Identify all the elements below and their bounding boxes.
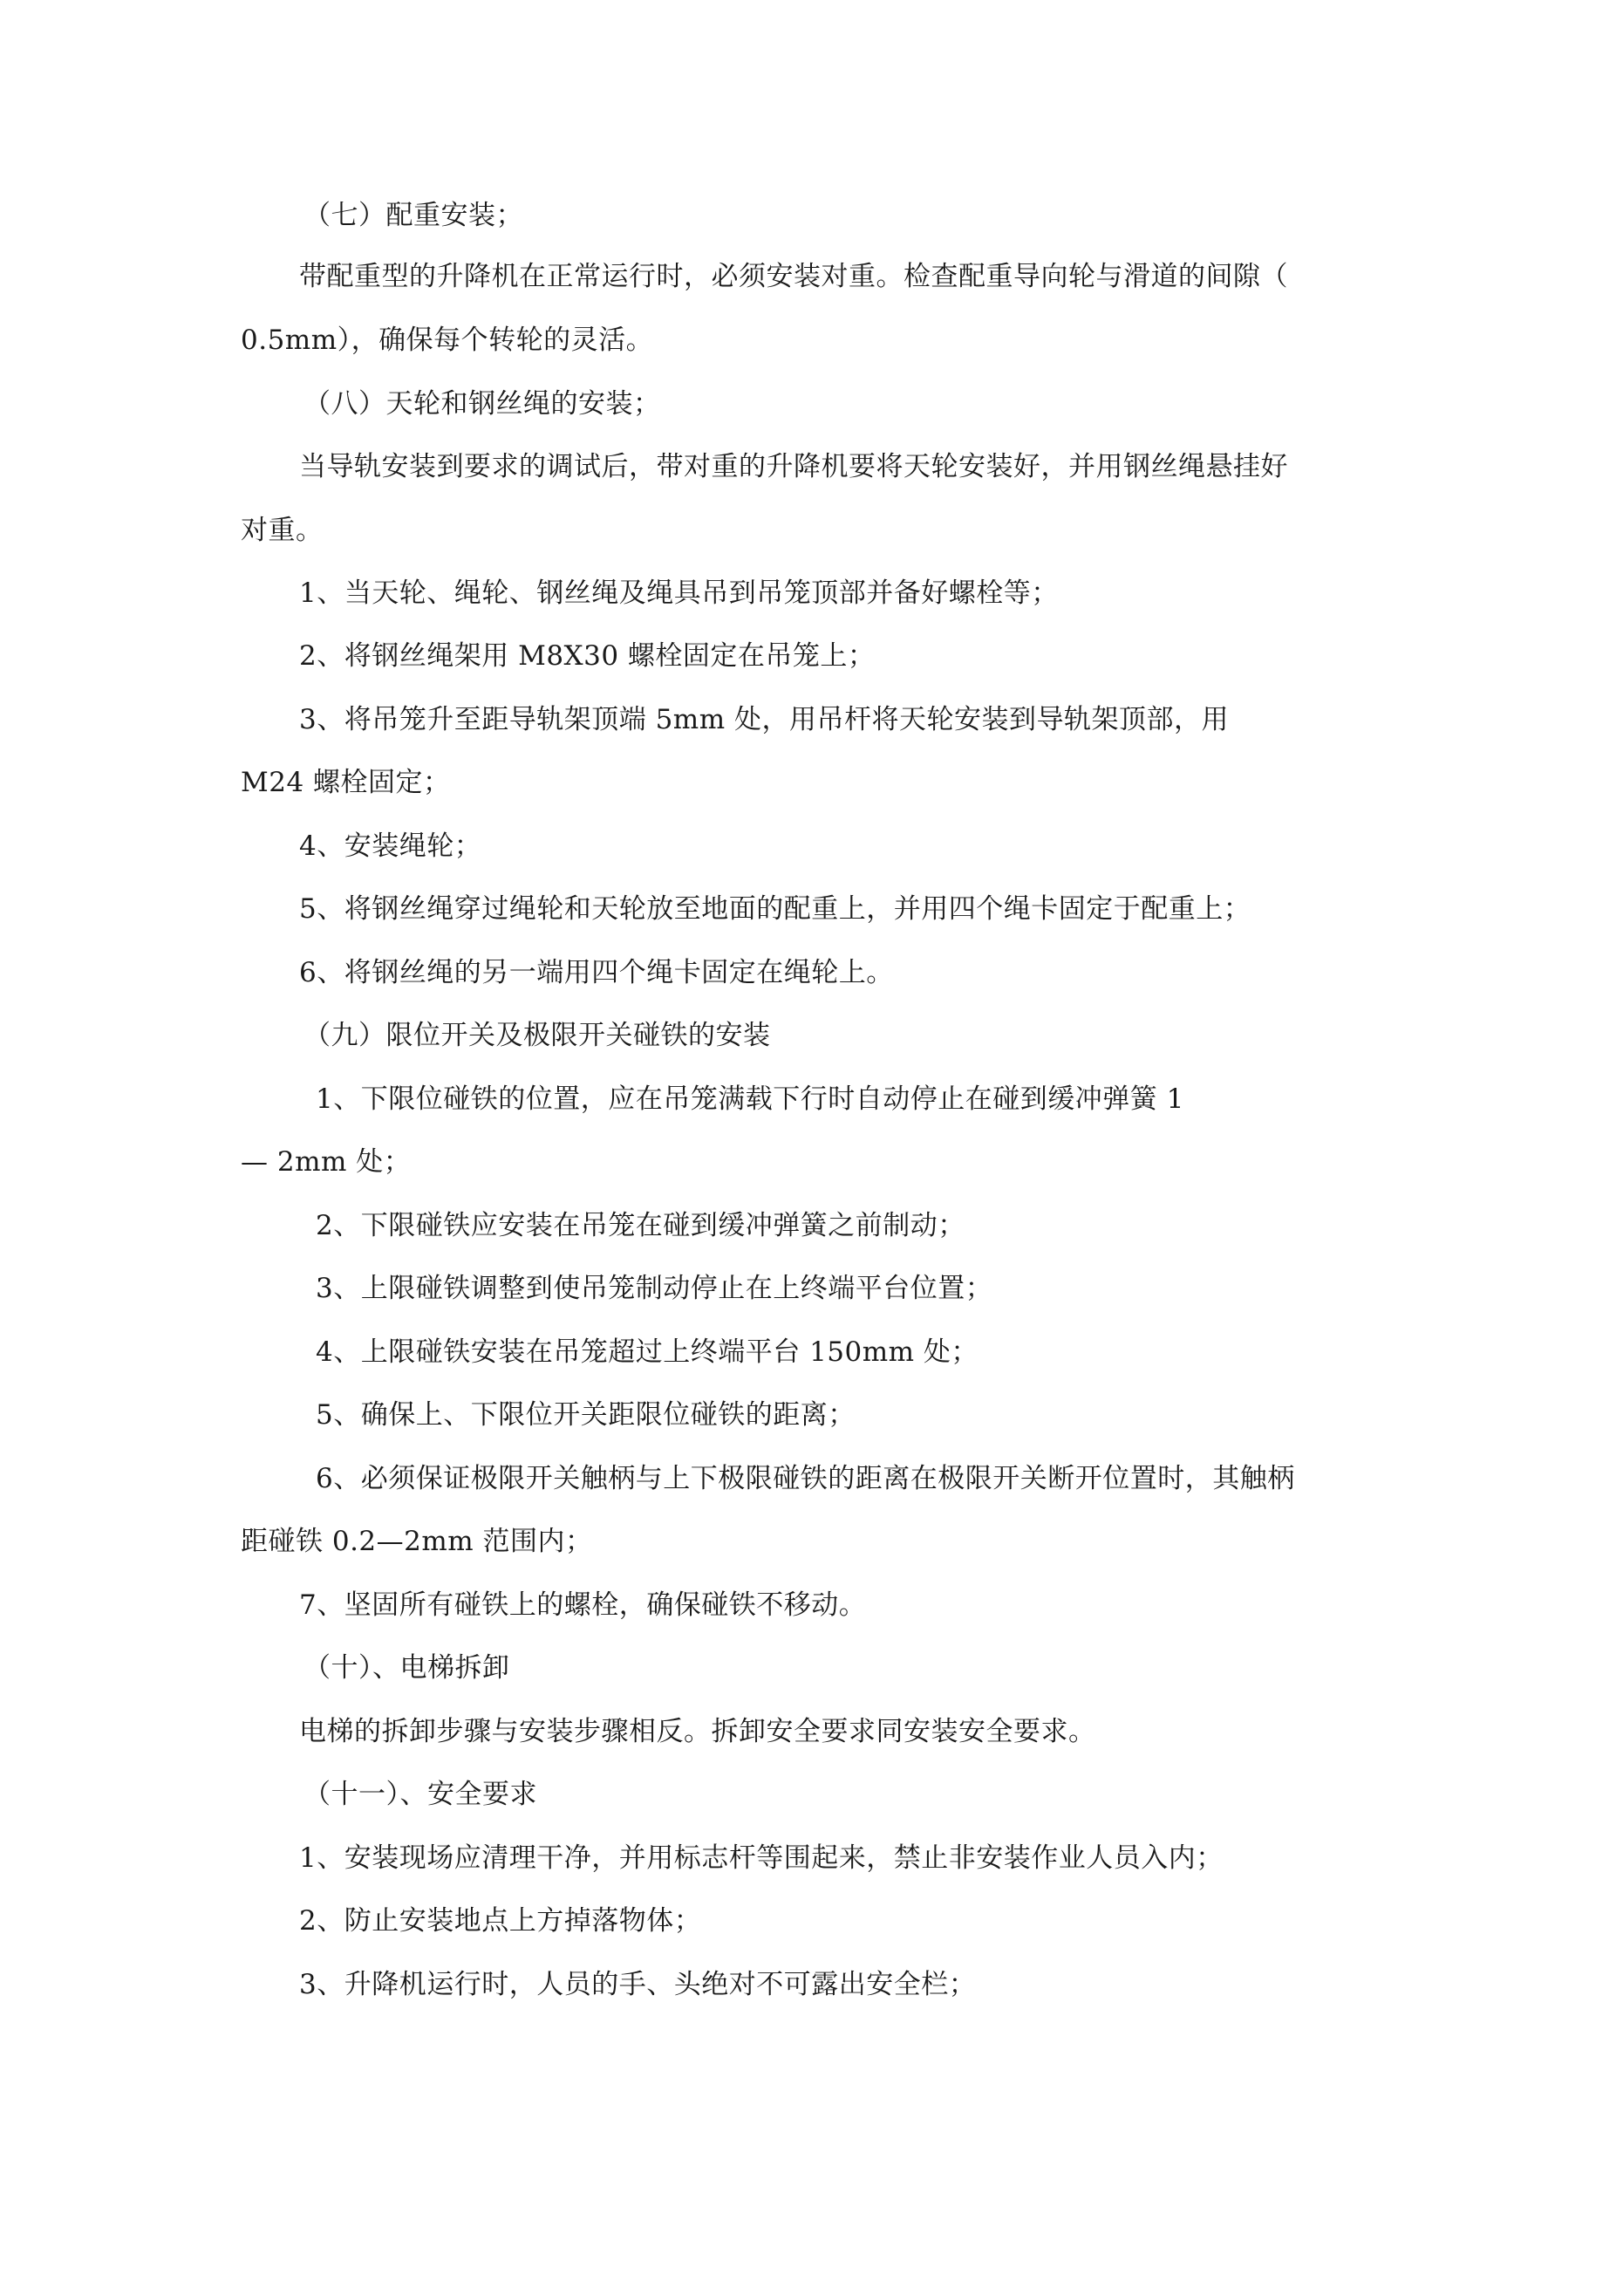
list-item: 6、必须保证极限开关触柄与上下极限碰铁的距离在极限开关断开位置时，其触柄 [316, 1463, 1295, 1494]
list-item-continuation: M24 螺栓固定； [241, 767, 451, 798]
paragraph-line: 电梯的拆卸步骤与安装步骤相反。拆卸安全要求同安装安全要求。 [299, 1716, 1096, 1747]
list-item: 2、将钢丝绳架用 M8X30 螺栓固定在吊笼上； [299, 640, 876, 672]
paragraph-line: 当导轨安装到要求的调试后，带对重的升降机要将天轮安装好，并用钢丝绳悬挂好 [299, 451, 1288, 482]
list-item: 1、当天轮、绳轮、钢丝绳及绳具吊到吊笼顶部并备好螺栓等； [299, 577, 1059, 609]
list-item: 1、下限位碰铁的位置，应在吊笼满载下行时自动停止在碰到缓冲弹簧 1 [316, 1083, 1184, 1115]
list-item: 5、将钢丝绳穿过绳轮和天轮放至地面的配重上，并用四个绳卡固定于配重上； [299, 893, 1251, 925]
heading-elevator-dismantle: （十）、电梯拆卸 [303, 1652, 510, 1684]
list-item-continuation: 距碰铁 0.2—2mm 范围内； [241, 1526, 593, 1557]
paragraph-line: 0.5mm），确保每个转轮的灵活。 [241, 325, 654, 356]
heading-limit-switch: （九）限位开关及极限开关碰铁的安装 [303, 1020, 771, 1051]
list-item: 4、上限碰铁安装在吊笼超过上终端平台 150mm 处； [316, 1336, 979, 1368]
paragraph-line: 对重。 [241, 515, 324, 546]
list-item: 5、确保上、下限位开关距限位碰铁的距离； [316, 1399, 856, 1431]
list-item: 2、防止安装地点上方掉落物体； [299, 1905, 702, 1937]
list-item: 3、升降机运行时，人员的手、头绝对不可露出安全栏； [299, 1969, 977, 2000]
heading-counterweight-install: （七）配重安装； [303, 200, 523, 231]
list-item: 3、上限碰铁调整到使吊笼制动停止在上终端平台位置； [316, 1273, 993, 1304]
list-item: 3、将吊笼升至距导轨架顶端 5mm 处，用吊杆将天轮安装到导轨架顶部，用 [299, 704, 1229, 735]
heading-safety-requirements: （十一）、安全要求 [303, 1779, 537, 1810]
list-item: 4、安装绳轮； [299, 830, 482, 862]
list-item: 1、安装现场应清理干净，并用标志杆等围起来，禁止非安装作业人员入内； [299, 1842, 1224, 1874]
paragraph-line: 带配重型的升降机在正常运行时，必须安装对重。检查配重导向轮与滑道的间隙（ [299, 261, 1288, 292]
list-item-continuation: — 2mm 处； [241, 1146, 412, 1178]
heading-sheave-wire-rope: （八）天轮和钢丝绳的安装； [303, 388, 661, 420]
list-item: 7、坚固所有碰铁上的螺栓，确保碰铁不移动。 [299, 1589, 867, 1621]
list-item: 2、下限碰铁应安装在吊笼在碰到缓冲弹簧之前制动； [316, 1210, 965, 1241]
list-item: 6、将钢丝绳的另一端用四个绳卡固定在绳轮上。 [299, 957, 894, 988]
